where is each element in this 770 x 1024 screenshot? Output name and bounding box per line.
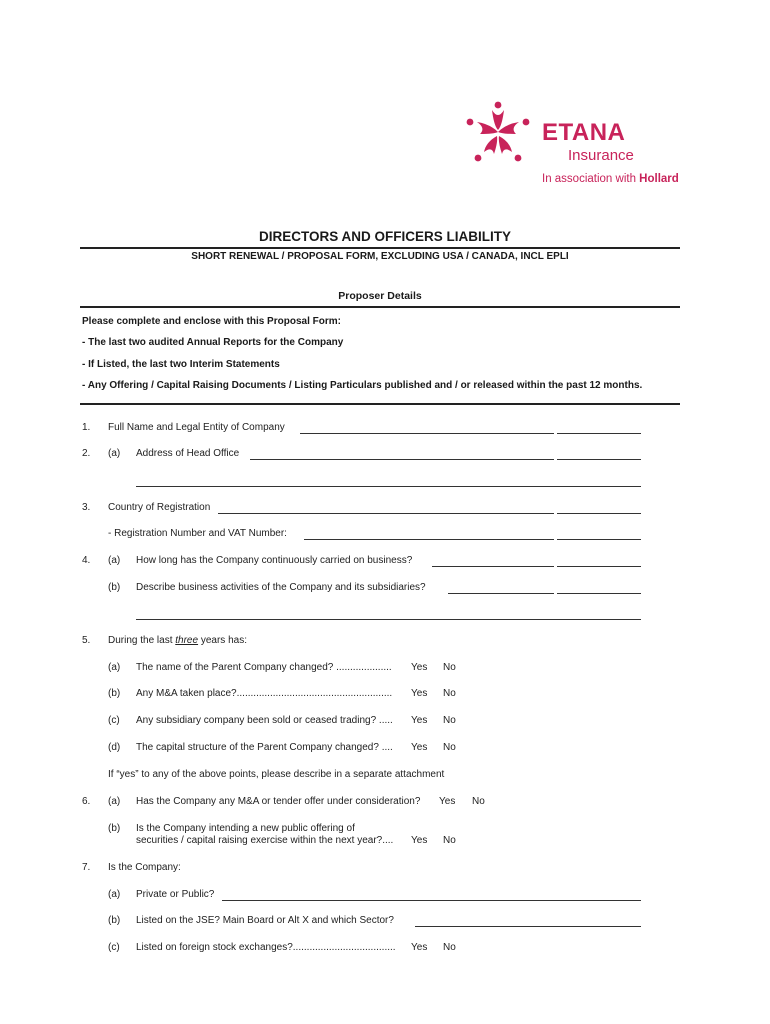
q4b-answer-field[interactable] [448, 593, 554, 594]
instruction-item: - Any Offering / Capital Raising Documents / Listing Particulars published and / or released within the past 12 months. [82, 380, 643, 391]
q5d-label: The capital structure of the Parent Company changed? .... [136, 742, 393, 753]
q4b-sub: (b) [108, 582, 121, 593]
q7c-sub: (c) [108, 942, 120, 953]
assoc-prefix: In association with [542, 173, 640, 185]
logo-brand-text: ETANA [542, 119, 626, 146]
q7b-label: Listed on the JSE? Main Board or Alt X and which Sector? [136, 915, 394, 926]
q5b-yes-option[interactable]: Yes [411, 688, 428, 699]
document-subtitle: SHORT RENEWAL / PROPOSAL FORM, EXCLUDING USA / CANADA, INCL EPLI [191, 251, 569, 262]
q5c-label: Any subsidiary company been sold or ceased trading? ..... [136, 715, 393, 726]
q6a-no-option[interactable]: No [472, 796, 485, 807]
q5a-sub: (a) [108, 662, 121, 673]
q5a-yes-option[interactable]: Yes [411, 662, 428, 673]
q4-number: 4. [82, 555, 91, 566]
q3-label: Country of Registration [108, 502, 211, 513]
q4b-label: Describe business activities of the Company and its subsidiaries? [136, 582, 426, 593]
q6b-label-line2: securities / capital raising exercise within the next year?.... [136, 835, 394, 846]
q3-number: 3. [82, 502, 91, 513]
section-rule [80, 306, 680, 308]
q5d-yes-option[interactable]: Yes [411, 742, 428, 753]
q1-label: Full Name and Legal Entity of Company [108, 422, 285, 433]
instructions-rule [80, 403, 680, 405]
q6a-yes-option[interactable]: Yes [439, 796, 456, 807]
q7a-answer-field[interactable] [222, 900, 641, 901]
q4b-answer-field-end[interactable] [557, 593, 641, 594]
document-title: DIRECTORS AND OFFICERS LIABILITY [258, 229, 511, 244]
q1-answer-field-end[interactable] [557, 433, 641, 434]
q5-number: 5. [82, 635, 91, 646]
q3-label-2: - Registration Number and VAT Number: [108, 528, 287, 539]
q6a-sub: (a) [108, 796, 121, 807]
q2-answer-field-end[interactable] [557, 459, 641, 460]
q5d-sub: (d) [108, 742, 121, 753]
q2-number: 2. [82, 448, 91, 459]
q7b-answer-field[interactable] [415, 926, 641, 927]
q5-intro [108, 635, 247, 646]
q6b-label-line1: Is the Company intending a new public offering of [136, 823, 355, 834]
title-rule [80, 247, 680, 249]
logo-sub-text: Insurance [568, 147, 634, 164]
etana-star-logo-icon [462, 100, 534, 166]
q5-note: If “yes” to any of the above points, please describe in a separate attachment [108, 769, 445, 780]
instruction-item: - If Listed, the last two Interim Statements [82, 359, 280, 370]
q3-answer-field-end[interactable] [557, 513, 641, 514]
q7c-label: Listed on foreign stock exchanges?..................................... [136, 942, 396, 953]
instruction-intro: Please complete and enclose with this Proposal Form: [82, 316, 341, 327]
q2-label: Address of Head Office [136, 448, 240, 459]
q3-answer-field[interactable] [218, 513, 554, 514]
section-heading: Proposer Details [338, 290, 422, 302]
q7-intro: Is the Company: [108, 862, 181, 873]
q2-sub: (a) [108, 448, 121, 459]
q1-answer-field[interactable] [300, 433, 554, 434]
q7-number: 7. [82, 862, 91, 873]
logo-association-text [542, 173, 679, 185]
q2-answer-field[interactable] [250, 459, 554, 460]
q4b-answer-field-line2[interactable] [136, 619, 641, 620]
q5b-sub: (b) [108, 688, 121, 699]
q1-number: 1. [82, 422, 91, 433]
q4a-label: How long has the Company continuously carried on business? [136, 555, 413, 566]
q6b-no-option[interactable]: No [443, 835, 456, 846]
q6-number: 6. [82, 796, 91, 807]
q6a-label: Has the Company any M&A or tender offer under consideration? [136, 796, 421, 807]
q5c-no-option[interactable]: No [443, 715, 456, 726]
q5b-no-option[interactable]: No [443, 688, 456, 699]
q5b-label: Any M&A taken place?........................................................ [136, 688, 393, 699]
q5d-no-option[interactable]: No [443, 742, 456, 753]
q3-registration-field-end[interactable] [557, 539, 641, 540]
assoc-partner: Hollard [639, 173, 679, 185]
q5c-yes-option[interactable]: Yes [411, 715, 428, 726]
instruction-item: - The last two audited Annual Reports for the Company [82, 337, 344, 348]
q5-intro-emphasis: three [175, 635, 199, 646]
q4a-sub: (a) [108, 555, 121, 566]
q5c-sub: (c) [108, 715, 120, 726]
q2-answer-field-line2[interactable] [136, 486, 641, 487]
q5a-no-option[interactable]: No [443, 662, 456, 673]
q7a-label: Private or Public? [136, 889, 215, 900]
q5a-label: The name of the Parent Company changed? .................... [136, 662, 392, 673]
q6b-sub: (b) [108, 823, 121, 834]
q5-intro-post: years has: [198, 635, 247, 646]
q7a-sub: (a) [108, 889, 121, 900]
q7c-yes-option[interactable]: Yes [411, 942, 428, 953]
q5-intro-pre: During the last [108, 635, 176, 646]
q7b-sub: (b) [108, 915, 121, 926]
q7c-no-option[interactable]: No [443, 942, 456, 953]
q3-registration-field[interactable] [304, 539, 554, 540]
q4a-answer-field[interactable] [432, 566, 554, 567]
q4a-answer-field-end[interactable] [557, 566, 641, 567]
q6b-yes-option[interactable]: Yes [411, 835, 428, 846]
